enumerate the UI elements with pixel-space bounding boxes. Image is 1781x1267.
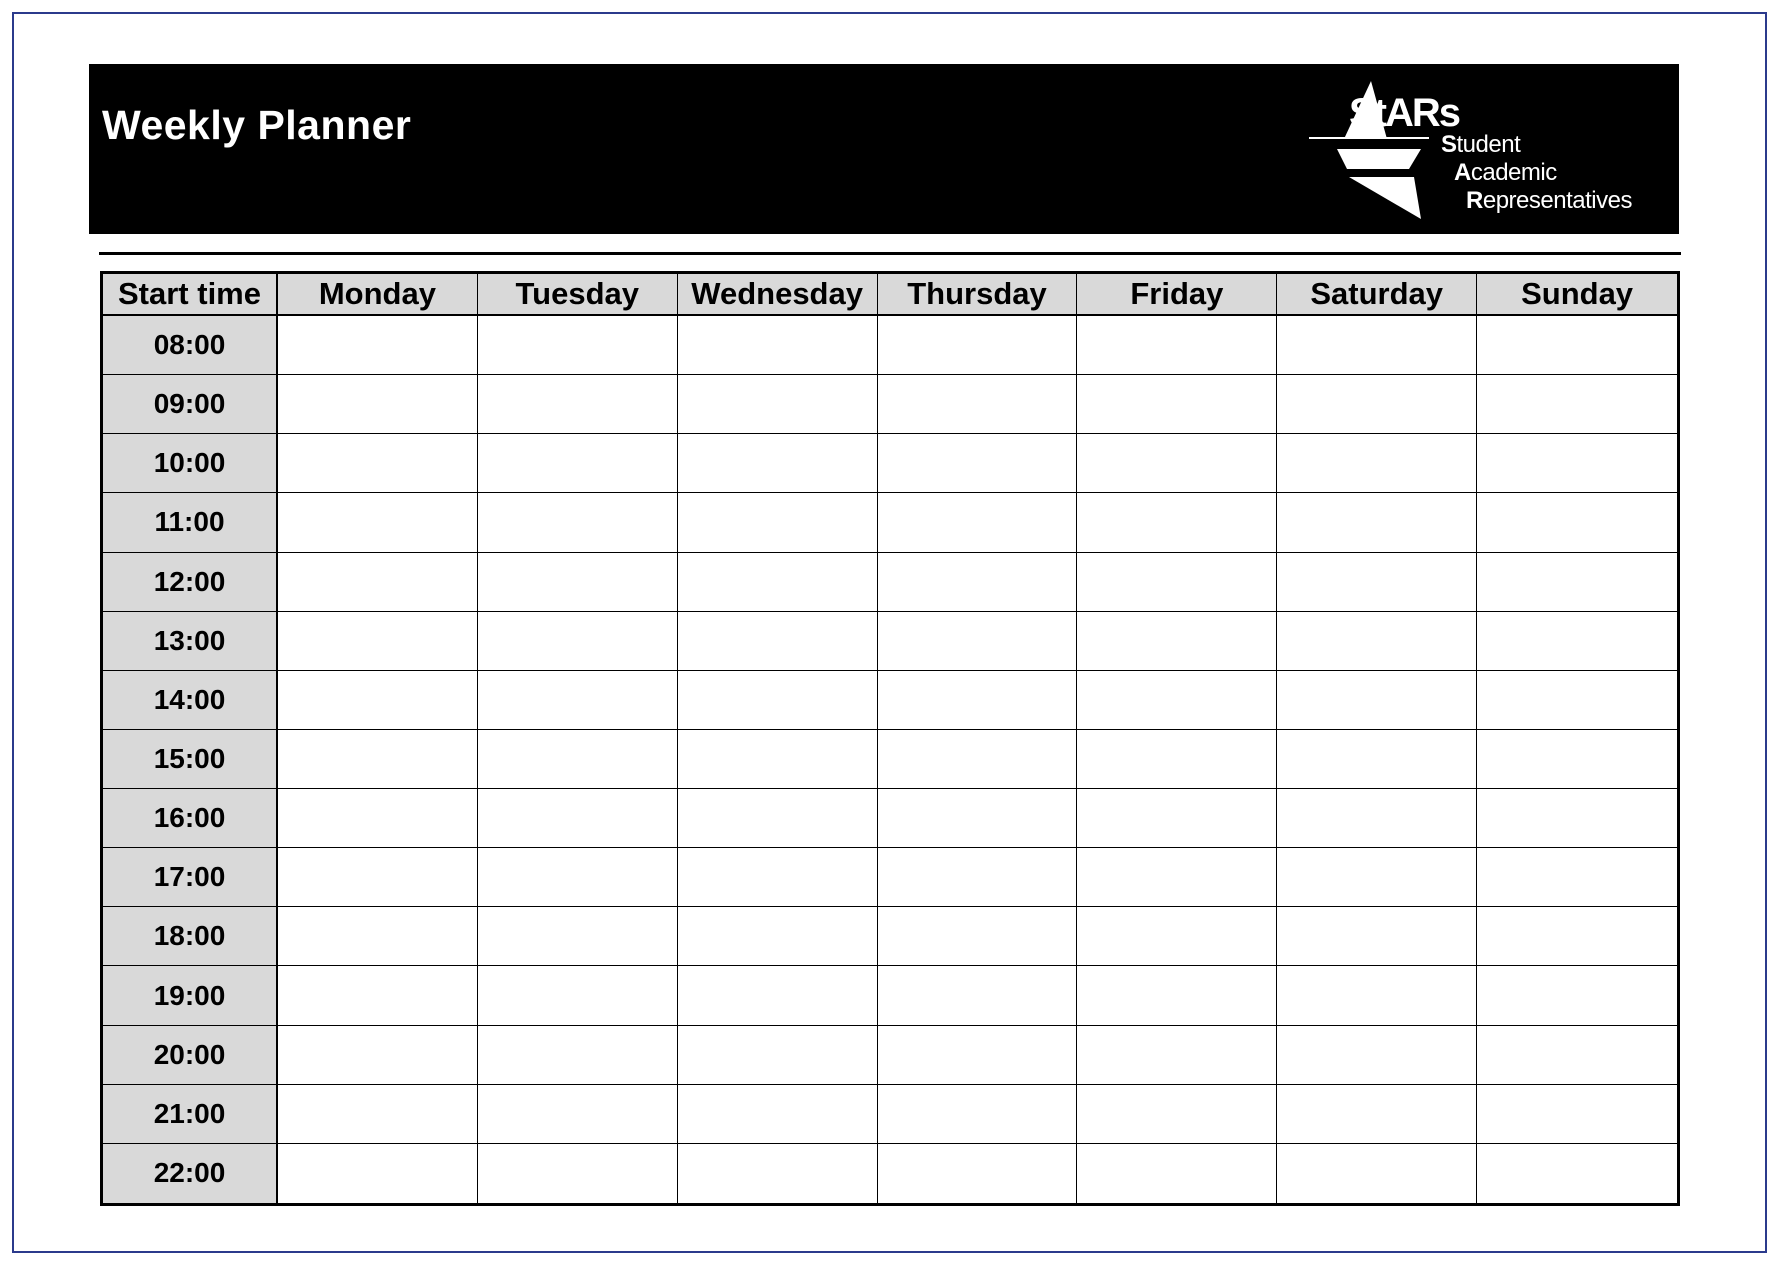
slot-friday[interactable]: [1077, 907, 1277, 966]
slot-friday[interactable]: [1077, 730, 1277, 789]
slot-thursday[interactable]: [878, 1085, 1078, 1144]
slot-sunday[interactable]: [1477, 848, 1677, 907]
slot-tuesday[interactable]: [478, 730, 678, 789]
day-header-tuesday: Tuesday: [478, 274, 678, 316]
header-divider: [99, 252, 1681, 255]
slot-saturday[interactable]: [1277, 730, 1477, 789]
logo-line-student: Student: [1441, 131, 1521, 158]
slot-sunday[interactable]: [1477, 375, 1677, 434]
slot-tuesday[interactable]: [478, 612, 678, 671]
time-label: 18:00: [103, 907, 278, 966]
slot-tuesday[interactable]: [478, 907, 678, 966]
slot-tuesday[interactable]: [478, 789, 678, 848]
slot-monday[interactable]: [278, 316, 478, 375]
slot-thursday[interactable]: [878, 730, 1078, 789]
slot-thursday[interactable]: [878, 316, 1078, 375]
slot-saturday[interactable]: [1277, 671, 1477, 730]
slot-sunday[interactable]: [1477, 789, 1677, 848]
slot-tuesday[interactable]: [478, 493, 678, 552]
slot-tuesday[interactable]: [478, 1026, 678, 1085]
slot-friday[interactable]: [1077, 1026, 1277, 1085]
slot-tuesday[interactable]: [478, 553, 678, 612]
time-label: 11:00: [103, 493, 278, 552]
slot-wednesday[interactable]: [678, 493, 878, 552]
slot-friday[interactable]: [1077, 848, 1277, 907]
slot-saturday[interactable]: [1277, 493, 1477, 552]
time-label: 16:00: [103, 789, 278, 848]
slot-monday[interactable]: [278, 493, 478, 552]
slot-friday[interactable]: [1077, 966, 1277, 1025]
slot-wednesday[interactable]: [678, 789, 878, 848]
slot-monday[interactable]: [278, 1144, 478, 1203]
slot-sunday[interactable]: [1477, 434, 1677, 493]
slot-thursday[interactable]: [878, 553, 1078, 612]
slot-sunday[interactable]: [1477, 553, 1677, 612]
slot-thursday[interactable]: [878, 375, 1078, 434]
slot-monday[interactable]: [278, 966, 478, 1025]
time-label: 09:00: [103, 375, 278, 434]
slot-sunday[interactable]: [1477, 316, 1677, 375]
slot-friday[interactable]: [1077, 789, 1277, 848]
slot-thursday[interactable]: [878, 612, 1078, 671]
slot-thursday[interactable]: [878, 1026, 1078, 1085]
slot-saturday[interactable]: [1277, 375, 1477, 434]
slot-saturday[interactable]: [1277, 1026, 1477, 1085]
slot-monday[interactable]: [278, 848, 478, 907]
slot-sunday[interactable]: [1477, 612, 1677, 671]
time-label: 21:00: [103, 1085, 278, 1144]
slot-friday[interactable]: [1077, 316, 1277, 375]
slot-saturday[interactable]: [1277, 789, 1477, 848]
slot-tuesday[interactable]: [478, 375, 678, 434]
slot-saturday[interactable]: [1277, 434, 1477, 493]
slot-thursday[interactable]: [878, 966, 1078, 1025]
slot-friday[interactable]: [1077, 671, 1277, 730]
slot-tuesday[interactable]: [478, 966, 678, 1025]
slot-tuesday[interactable]: [478, 434, 678, 493]
slot-saturday[interactable]: [1277, 1144, 1477, 1203]
slot-saturday[interactable]: [1277, 1085, 1477, 1144]
slot-monday[interactable]: [278, 553, 478, 612]
slot-wednesday[interactable]: [678, 730, 878, 789]
slot-monday[interactable]: [278, 789, 478, 848]
slot-wednesday[interactable]: [678, 966, 878, 1025]
logo-line-representatives: Representatives: [1466, 187, 1632, 214]
day-header-monday: Monday: [278, 274, 478, 316]
slot-sunday[interactable]: [1477, 1026, 1677, 1085]
slot-saturday[interactable]: [1277, 966, 1477, 1025]
slot-monday[interactable]: [278, 612, 478, 671]
slot-thursday[interactable]: [878, 434, 1078, 493]
slot-sunday[interactable]: [1477, 1144, 1677, 1203]
slot-thursday[interactable]: [878, 848, 1078, 907]
time-label: 20:00: [103, 1026, 278, 1085]
time-label: 22:00: [103, 1144, 278, 1203]
day-header-thursday: Thursday: [878, 274, 1078, 316]
slot-monday[interactable]: [278, 671, 478, 730]
page-title: Weekly Planner: [102, 102, 412, 148]
slot-wednesday[interactable]: [678, 1026, 878, 1085]
slot-saturday[interactable]: [1277, 848, 1477, 907]
time-label: 12:00: [103, 553, 278, 612]
slot-sunday[interactable]: [1477, 730, 1677, 789]
slot-wednesday[interactable]: [678, 553, 878, 612]
logo-wordmark: StARs: [1349, 91, 1460, 135]
slot-wednesday[interactable]: [678, 848, 878, 907]
slot-friday[interactable]: [1077, 1085, 1277, 1144]
slot-thursday[interactable]: [878, 671, 1078, 730]
slot-monday[interactable]: [278, 1026, 478, 1085]
slot-saturday[interactable]: [1277, 553, 1477, 612]
slot-wednesday[interactable]: [678, 1085, 878, 1144]
slot-tuesday[interactable]: [478, 1085, 678, 1144]
slot-friday[interactable]: [1077, 612, 1277, 671]
slot-friday[interactable]: [1077, 493, 1277, 552]
weekly-planner-grid: [100, 271, 1680, 1206]
slot-wednesday[interactable]: [678, 907, 878, 966]
logo-line-academic: Academic: [1454, 159, 1557, 186]
slot-thursday[interactable]: [878, 907, 1078, 966]
slot-tuesday[interactable]: [478, 848, 678, 907]
time-label: 13:00: [103, 612, 278, 671]
slot-tuesday[interactable]: [478, 316, 678, 375]
time-label: 15:00: [103, 730, 278, 789]
slot-monday[interactable]: [278, 1085, 478, 1144]
day-header-friday: Friday: [1077, 274, 1277, 316]
slot-monday[interactable]: [278, 730, 478, 789]
slot-sunday[interactable]: [1477, 671, 1677, 730]
time-label: 08:00: [103, 316, 278, 375]
slot-wednesday[interactable]: [678, 671, 878, 730]
slot-thursday[interactable]: [878, 1144, 1078, 1203]
slot-sunday[interactable]: [1477, 907, 1677, 966]
slot-saturday[interactable]: [1277, 907, 1477, 966]
day-header-wednesday: Wednesday: [678, 274, 878, 316]
slot-tuesday[interactable]: [478, 1144, 678, 1203]
header-band: [89, 64, 1679, 234]
slot-wednesday[interactable]: [678, 434, 878, 493]
slot-monday[interactable]: [278, 434, 478, 493]
slot-wednesday[interactable]: [678, 375, 878, 434]
stars-logo: [1309, 79, 1669, 229]
slot-thursday[interactable]: [878, 493, 1078, 552]
slot-sunday[interactable]: [1477, 493, 1677, 552]
slot-friday[interactable]: [1077, 1144, 1277, 1203]
slot-sunday[interactable]: [1477, 966, 1677, 1025]
slot-wednesday[interactable]: [678, 612, 878, 671]
time-label: 10:00: [103, 434, 278, 493]
slot-saturday[interactable]: [1277, 316, 1477, 375]
slot-friday[interactable]: [1077, 553, 1277, 612]
time-label: 19:00: [103, 966, 278, 1025]
slot-friday[interactable]: [1077, 434, 1277, 493]
slot-thursday[interactable]: [878, 789, 1078, 848]
slot-tuesday[interactable]: [478, 671, 678, 730]
slot-wednesday[interactable]: [678, 316, 878, 375]
slot-sunday[interactable]: [1477, 1085, 1677, 1144]
slot-monday[interactable]: [278, 375, 478, 434]
slot-monday[interactable]: [278, 907, 478, 966]
slot-wednesday[interactable]: [678, 1144, 878, 1203]
time-label: 14:00: [103, 671, 278, 730]
day-header-sunday: Sunday: [1477, 274, 1677, 316]
slot-saturday[interactable]: [1277, 612, 1477, 671]
time-label: 17:00: [103, 848, 278, 907]
day-header-saturday: Saturday: [1277, 274, 1477, 316]
slot-friday[interactable]: [1077, 375, 1277, 434]
start-time-header: Start time: [103, 274, 278, 316]
